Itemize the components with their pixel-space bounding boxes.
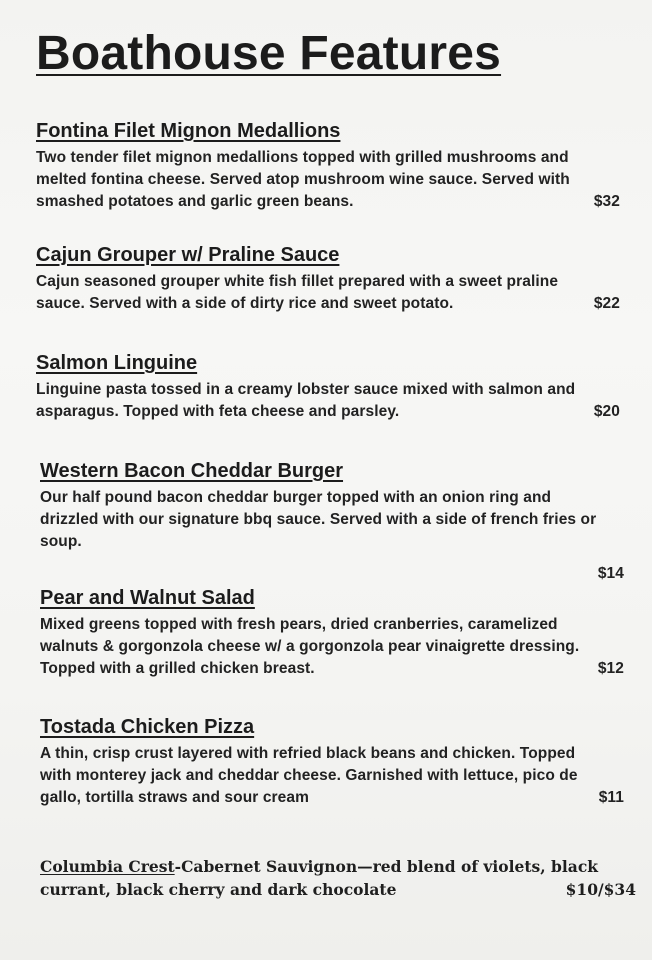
desc-line: melted fontina cheese. Served atop mushroom wine sauce. Served with [36,171,570,188]
wine-description: -Cabernet Sauvignon—red blend of violets, black [174,857,598,876]
item-name: Western Bacon Cheddar Burger [40,460,344,482]
item-name: Pear and Walnut Salad [40,587,255,609]
menu-item-filet [36,120,632,213]
item-name: Tostada Chicken Pizza [40,716,255,738]
desc-line-with-price [36,401,632,423]
desc-line: Topped with a grilled chicken breast. [40,660,315,677]
desc-line: Mixed greens topped with fresh pears, dried cranberries, caramelized [40,616,558,633]
item-name: Fontina Filet Mignon Medallions [36,120,341,142]
wine-line-1 [40,855,636,878]
item-price: $22 [593,295,620,312]
menu-item-salmon [36,352,632,423]
desc-line-with-price [36,293,632,315]
item-description [40,614,636,680]
wine-line-2 [40,878,636,901]
item-description [40,743,636,809]
desc-line: asparagus. Topped with feta cheese and parsley. [36,403,400,420]
item-name: Salmon Linguine [36,352,198,374]
desc-line-with-price [40,658,636,680]
desc-line: A thin, crisp crust layered with refried black beans and chicken. Topped [40,745,576,762]
wine-description-cont: currant, black cherry and dark chocolate [40,880,397,899]
menu-item-pizza [40,716,636,809]
item-price: $20 [593,403,620,420]
desc-line: walnuts & gorgonzola cheese w/ a gorgonzola pear vinaigrette dressing. [40,638,580,655]
item-price: $11 [598,789,624,806]
item-name: Cajun Grouper w/ Praline Sauce [36,244,340,266]
item-price: $14 [597,565,624,582]
item-price: $12 [597,660,624,677]
item-price: $32 [593,193,620,210]
wine-brand: Columbia Crest [40,857,175,876]
desc-line: with monterey jack and cheddar cheese. Garnished with lettuce, pico de [40,767,578,784]
desc-line: Our half pound bacon cheddar burger topped with an onion ring and [40,489,552,506]
item-description [36,379,632,423]
desc-line: smashed potatoes and garlic green beans. [36,193,354,210]
desc-line: soup. [40,533,82,550]
desc-line: Two tender filet mignon medallions topped with grilled mushrooms and [36,149,569,166]
wine-price: $10/$34 [565,880,636,899]
menu-item-burger [40,460,636,585]
desc-line: gallo, tortilla straws and sour cream [40,789,310,806]
desc-line: sauce. Served with a side of dirty rice and sweet potato. [36,295,454,312]
page-title: Boathouse Features [36,27,502,80]
menu-item-grouper [36,244,632,315]
desc-line-with-price [40,787,636,809]
item-description [36,271,632,315]
menu-item-salad [40,587,636,680]
desc-line: Linguine pasta tossed in a creamy lobster sauce mixed with salmon and [36,381,576,398]
wine-feature [40,855,636,901]
desc-line: drizzled with our signature bbq sauce. Served with a side of french fries or [40,511,597,528]
item-description [36,147,632,213]
item-description [40,487,636,585]
desc-line: Cajun seasoned grouper white fish fillet prepared with a sweet praline [36,273,559,290]
desc-line-with-price [36,191,632,213]
